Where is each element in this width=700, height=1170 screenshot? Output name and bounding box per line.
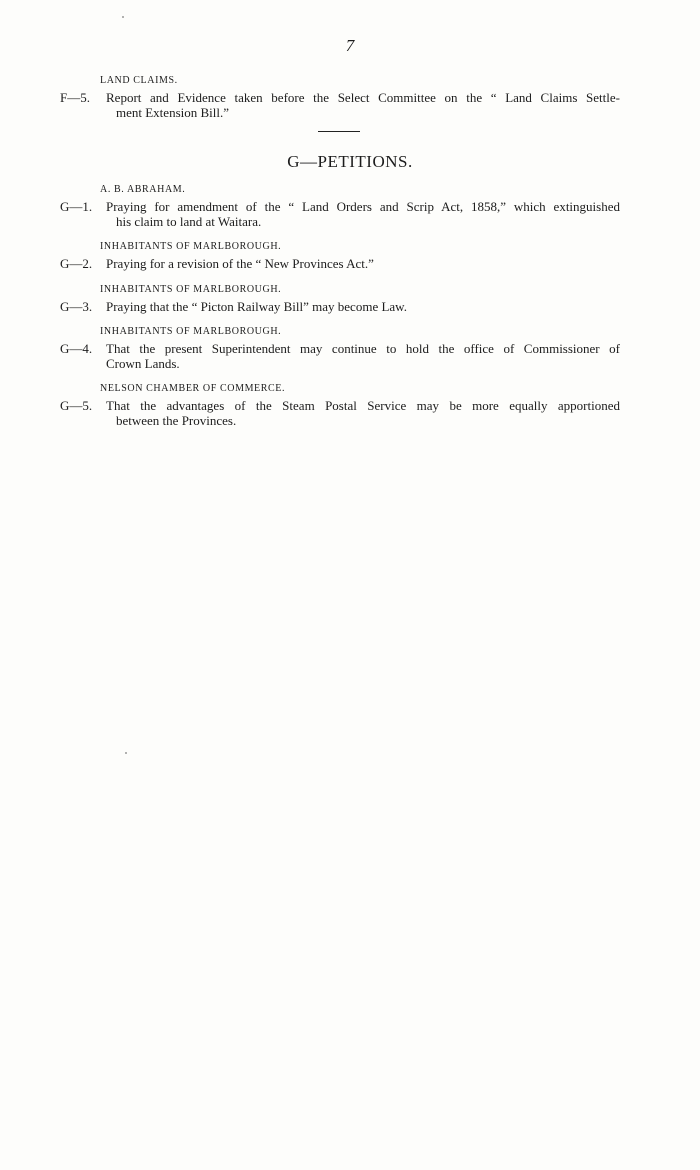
entry-continuation: between the Provinces. — [116, 413, 237, 428]
section-title: G—PETITIONS. — [287, 152, 413, 171]
entry-first-line — [60, 398, 620, 413]
entry-heading: NELSON CHAMBER OF COMMERCE. — [100, 383, 286, 394]
paper-code: F—5. — [60, 90, 90, 105]
entry-text: Praying for a revision of the “ New Provinces Act.” — [106, 256, 374, 271]
entry-continuation: Crown Lands. — [106, 356, 180, 371]
paper-code: G—4. — [60, 341, 93, 356]
petition-entry — [60, 381, 620, 428]
entry-text: That the advantages of the Steam Postal Service may be more equally apportioned — [106, 398, 620, 413]
page-number: 7 — [345, 36, 355, 55]
paper-code: G—3. — [60, 299, 93, 314]
entry-first-line — [60, 299, 620, 314]
entry-first-line — [60, 199, 620, 214]
entry-heading: LAND CLAIMS. — [100, 75, 178, 86]
paper-code: G—2. — [60, 256, 93, 271]
entry-text: That the present Superintendent may continue to hold the office of Commissioner of — [106, 341, 620, 356]
petition-entry — [60, 239, 620, 271]
entry-first-line — [60, 90, 620, 105]
entry-heading: INHABITANTS OF MARLBOROUGH. — [100, 326, 282, 337]
entry-first-line — [60, 341, 620, 356]
paper-code: G—5. — [60, 398, 93, 413]
scan-speck — [122, 16, 124, 18]
entry-text: Praying for amendment of the “ Land Orders and Scrip Act, 1858,” which extinguished — [106, 199, 620, 214]
petition-entry — [60, 182, 620, 229]
entry-continuation: his claim to land at Waitara. — [116, 214, 262, 229]
entry-first-line — [60, 256, 620, 271]
section-divider — [318, 131, 360, 132]
entry-text: Praying that the “ Picton Railway Bill” may become Law. — [106, 299, 407, 314]
entry-continuation: ment Extension Bill.” — [116, 105, 230, 120]
entry-text: Report and Evidence taken before the Select Committee on the “ Land Claims Settle- — [106, 90, 620, 105]
entry-heading: A. B. ABRAHAM. — [100, 184, 186, 195]
paper-code: G—1. — [60, 199, 93, 214]
land-claims-entry — [60, 73, 620, 120]
entry-heading: INHABITANTS OF MARLBOROUGH. — [100, 284, 282, 295]
scan-speck — [125, 752, 127, 754]
entry-heading: INHABITANTS OF MARLBOROUGH. — [100, 241, 282, 252]
petition-entry — [60, 324, 620, 371]
petition-entry — [60, 282, 620, 314]
